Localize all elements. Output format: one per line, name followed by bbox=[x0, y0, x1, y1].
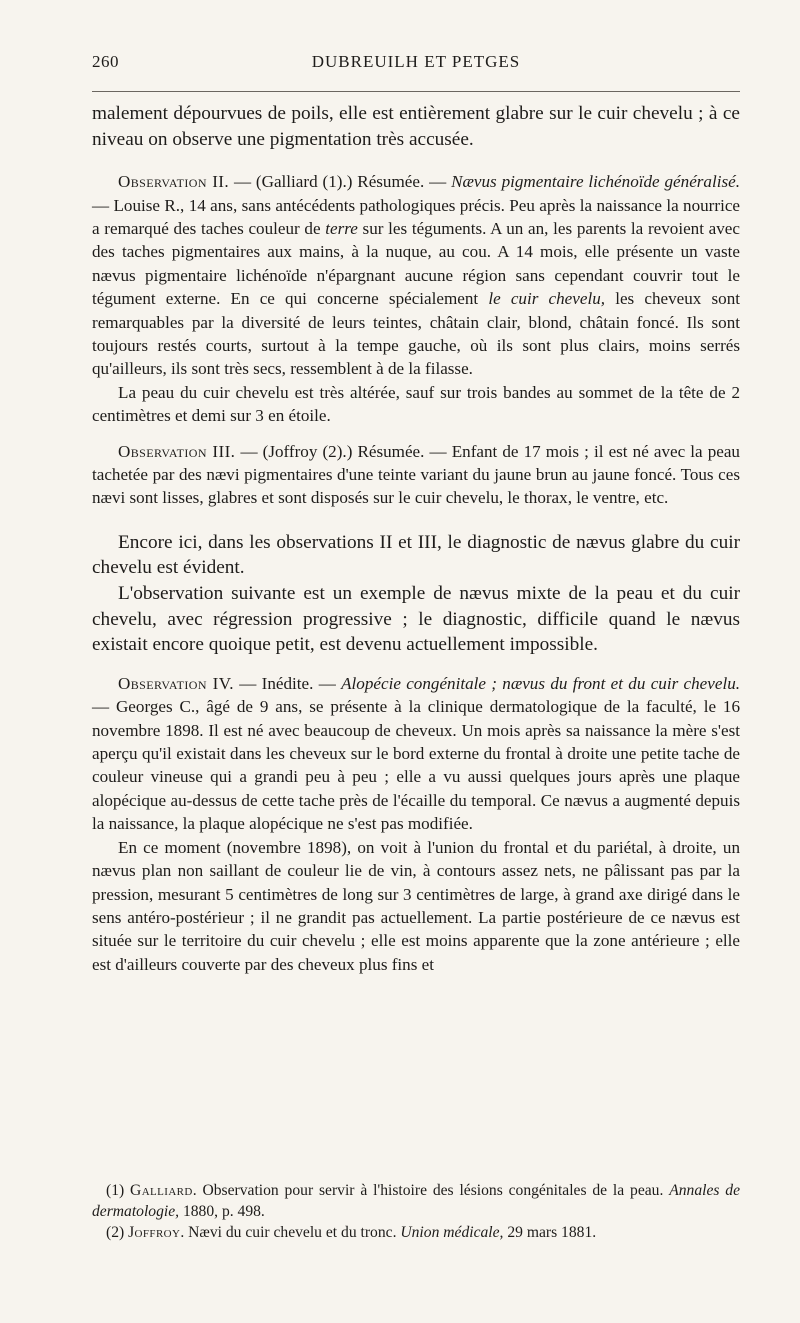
observation-4-title: Alopécie congénitale ; nævus du front et du cuir chevelu. bbox=[341, 673, 741, 693]
paragraph-encore: Encore ici, dans les observations II et III, le diagnostic de nævus glabre du cuir chevelu est évident. bbox=[92, 531, 740, 579]
observation-4-continued: En ce moment (novembre 1898), on voit à l'union du frontal et du pariétal, à droite, un nævus plan non saillant de couleur lie de vin, à contours assez nets, ne pâlissant pas par la pression, mesurant 5 centimètres de long sur 3 centimètres de large, à grand axe dirigé dans le sens antéro-postérieur ; il ne grandit pas actuellement. La partie postérieure de ce nævus est située sur le territoire du cuir chevelu ; elle est moins apparente que la zone antérieure ; elle est d'ailleurs couverte par des cheveux plus fins et bbox=[92, 837, 740, 974]
footnote-1: (1) Galliard. Observation pour servir à l'histoire des lésions congénitales de la peau. Annales de dermatologie, 1880, p. 498. bbox=[92, 1182, 740, 1220]
observation-3-label: Observation III. bbox=[118, 441, 236, 461]
paragraph-observation-suivante: L'observation suivante est un exemple de nævus mixte de la peau et du cuir chevelu, avec régression progressive ; le diagnostic, difficile quand le nævus existait encore quoique petit, est devenu actuellement impossible. bbox=[92, 583, 740, 656]
footnote-2: (2) Joffroy. Nævi du cuir chevelu et du tronc. Union médicale, 29 mars 1881. bbox=[106, 1224, 597, 1241]
paragraph-continuation: malement dépourvues de poils, elle est entièrement glabre sur le cuir chevelu ; à ce niveau on observe une pigmentation très accusée. bbox=[92, 103, 740, 150]
observation-3: Observation III. — (Joffroy (2).) Résumée. — Enfant de 17 mois ; il est né avec la peau tachetée par des nævi pigmentaires d'une teinte variant du jaune brun au jaune foncé. Tous ces nævi sont lisses, glabres et sont disposés sur le cuir chevelu, le thorax, le ventre, etc. bbox=[92, 441, 740, 508]
footnotes bbox=[92, 1180, 740, 1243]
header-rule bbox=[92, 91, 740, 92]
page-number: 260 bbox=[92, 52, 119, 71]
observation-2-continued: La peau du cuir chevelu est très altérée, sauf sur trois bandes au sommet de la tête de 2 centimètres et demi sur 3 en étoile. bbox=[92, 382, 740, 426]
observation-2: Observation II. — (Galliard (1).) Résumée. — Nævus pigmentaire lichénoïde généralisé. — Louise R., 14 ans, sans antécédents pathologiques précis. Peu après la naissance la nourrice a remarqué des taches couleur de terre sur les téguments. A un an, les parents la revoient avec des taches pigmentaires aux mains, à la nuque, au cou. A 14 mois, elle présente un vaste nævus pigmentaire lichénoïde n'épargnant aucune région sans cependant couvrir tout le tégument externe. En ce qui concerne spécialement le cuir chevelu, les cheveux sont remarquables par la diversité de leurs teintes, châtain clair, blond, châtain foncé. Ils sont toujours restés courts, surtout à la tempe gauche, où ils sont plus clairs, moins serrés qu'ailleurs, ils sont très secs, ressemblent à de la filasse. bbox=[92, 172, 740, 379]
running-title: DUBREUILH ET PETGES bbox=[311, 52, 521, 71]
observation-4-label: Observation IV. bbox=[118, 673, 234, 693]
observation-4: Observation IV. — Inédite. — Alopécie congénitale ; nævus du front et du cuir chevelu. — Georges C., âgé de 9 ans, se présente à la clinique dermatologique de la faculté, le 16 novembre 1898. Il est né avec beaucoup de cheveux. Un mois après sa naissance la mère s'est aperçu qu'il existait dans les cheveux sur le bord externe du frontal à droite une petite tache de couleur vineuse qui a grandi peu à peu ; elle a vu aussi quelques jours après une plaque alopécique au-dessus de cette tache près de l'écaille du temporal. Ce nævus a augmenté depuis la naissance, la plaque alopécique ne s'est pas modifiée. bbox=[92, 673, 741, 834]
page-body bbox=[92, 101, 740, 976]
observation-2-title: Nævus pigmentaire lichénoïde généralisé. bbox=[451, 172, 740, 192]
running-header bbox=[92, 52, 740, 82]
observation-2-label: Observation II. bbox=[118, 172, 230, 192]
